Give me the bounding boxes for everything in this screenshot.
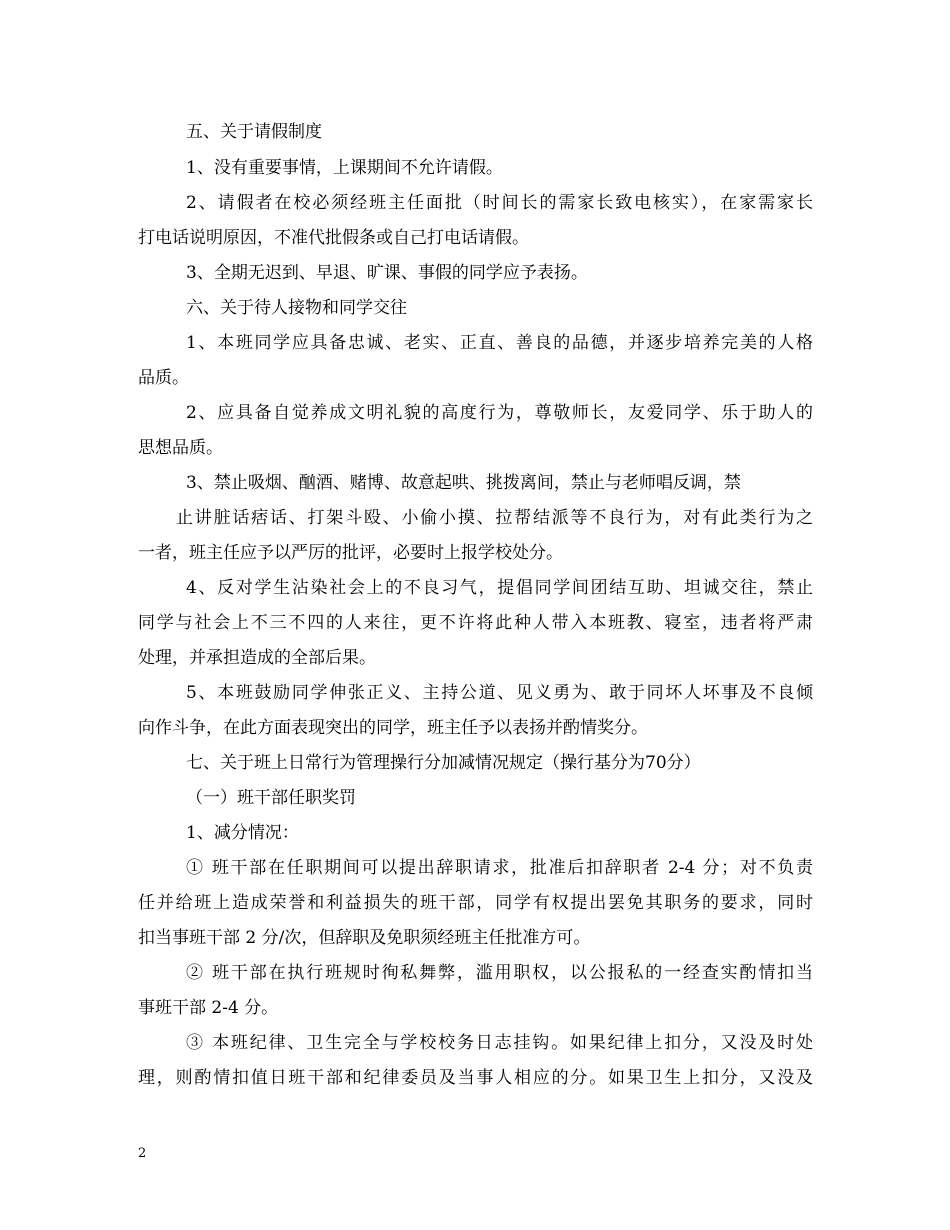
page-number: 2 bbox=[138, 1146, 147, 1161]
paragraph-line: 一者，班主任应予以严厉的批评，必要时上报学校处分。 bbox=[138, 543, 563, 563]
section-heading-scoring: 七、关于班上日常行为管理操行分加减情况规定（操行基分为70分） bbox=[186, 753, 701, 773]
section-heading-leave: 五、关于请假制度 bbox=[186, 122, 322, 142]
paragraph-line: 事班干部 2-4 分。 bbox=[138, 998, 279, 1018]
paragraph-line: 处理，并承担造成的全部后果。 bbox=[138, 648, 376, 668]
paragraph-line: ② 班干部在执行班规时徇私舞弊，滥用职权，以公报私的一经查实酌情扣当 bbox=[186, 963, 813, 983]
paragraph-line: 止讲脏话痞话、打架斗殴、小偷小摸、拉帮结派等不良行为，对有此类行为之 bbox=[176, 508, 813, 528]
paragraph-line: 品质。 bbox=[138, 368, 189, 388]
paragraph-line: 2、应具备自觉养成文明礼貌的高度行为，尊敬师长，友爱同学、乐于助人的 bbox=[186, 403, 813, 423]
subsection-heading: （一）班干部任职奖罚 bbox=[186, 788, 356, 808]
paragraph-line: 打电话说明原因，不准代批假条或自己打电话请假。 bbox=[138, 228, 529, 248]
paragraph-line: ① 班干部在任职期间可以提出辞职请求，批准后扣辞职者 2-4 分；对不负责 bbox=[186, 858, 813, 878]
paragraph-line: 3、全期无迟到、早退、旷课、事假的同学应予表扬。 bbox=[186, 263, 588, 283]
paragraph-line: 同学与社会上不三不四的人来往，更不许将此种人带入本班教、寝室，违者将严肃 bbox=[138, 613, 813, 633]
paragraph-line: 扣当事班干部 2 分/次，但辞职及免职须经班主任批准方可。 bbox=[138, 928, 591, 948]
paragraph-line: 1、没有重要事情，上课期间不允许请假。 bbox=[186, 158, 503, 178]
paragraph-line: 向作斗争，在此方面表现突出的同学，班主任予以表扬并酌情奖分。 bbox=[138, 718, 648, 738]
paragraph-line: 4、反对学生沾染社会上的不良习气，提倡同学间团结互助、坦诚交往，禁止 bbox=[186, 578, 813, 598]
paragraph-line: 思想品质。 bbox=[138, 438, 223, 458]
list-heading: 1、减分情况： bbox=[186, 823, 299, 843]
paragraph-line: 理，则酌情扣值日班干部和纪律委员及当事人相应的分。如果卫生上扣分，又没及 bbox=[138, 1068, 813, 1088]
paragraph-line: 1、本班同学应具备忠诚、老实、正直、善良的品德，并逐步培养完美的人格 bbox=[186, 333, 813, 353]
paragraph-line: 3、禁止吸烟、酗酒、赌博、故意起哄、挑拨离间，禁止与老师唱反调，禁 bbox=[186, 473, 741, 493]
paragraph-line: 任并给班上造成荣誉和利益损失的班干部，同学有权提出罢免其职务的要求，同时 bbox=[138, 893, 813, 913]
paragraph-line: 2、请假者在校必须经班主任面批（时间长的需家长致电核实），在家需家长 bbox=[186, 193, 813, 213]
paragraph-line: 5、本班鼓励同学伸张正义、主持公道、见义勇为、敢于同坏人坏事及不良倾 bbox=[186, 683, 813, 703]
section-heading-conduct: 六、关于待人接物和同学交往 bbox=[186, 298, 407, 318]
paragraph-line: ③ 本班纪律、卫生完全与学校校务日志挂钩。如果纪律上扣分，又没及时处 bbox=[186, 1033, 813, 1053]
